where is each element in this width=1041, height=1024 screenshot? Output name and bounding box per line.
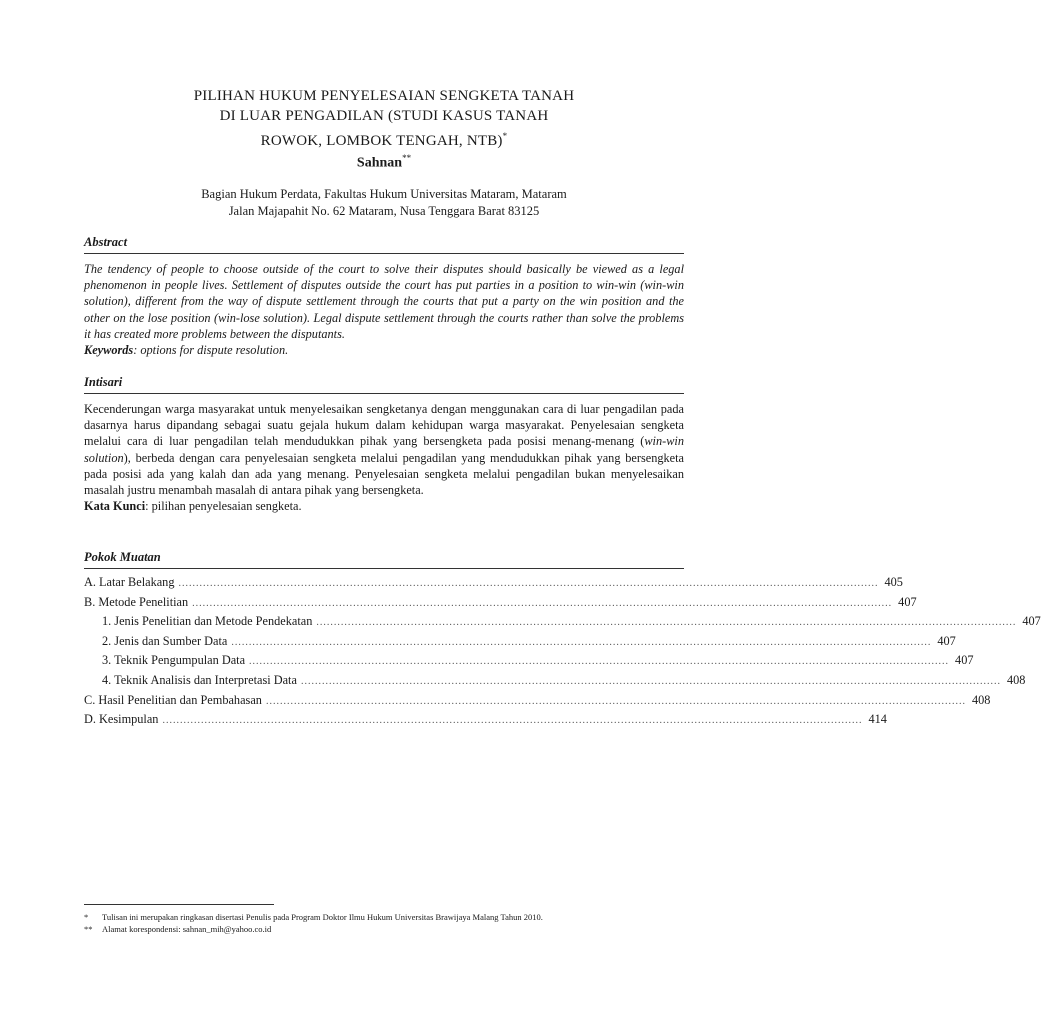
footnote-text: Tulisan ini merupakan ringkasan disertasi Penulis pada Program Doktor Ilmu Hukum Universitas Brawijaya Malang Tahun 2010. [102, 912, 543, 922]
intisari-keywords-text: : pilihan penyelesaian sengketa. [145, 499, 302, 514]
intisari-text-1: Kecenderungan warga masyarakat untuk menyelesaikan sengketanya dengan menggunakan cara di luar pengadilan pada dasarnya harus dipandang sebagai suatu gejala hukum dalam kehidupan warga masyarakat. Penyelesaian sengketa melalui cara di luar pengadilan telah mendudukkan pihak yang bersengketa pada posisi menang-menang ( [84, 402, 684, 449]
toc-entry-label: 4. Teknik Analisis dan Interpretasi Data [102, 672, 297, 687]
toc-entry-label: D. Kesimpulan [84, 712, 159, 727]
toc-entry-label: 1. Jenis Penelitian dan Metode Pendekatan [102, 614, 313, 629]
toc-entry [84, 672, 1026, 693]
footnote-rule [84, 904, 274, 905]
toc-leader-dots: ........................................................................................................................................................................................................ [178, 578, 879, 589]
toc-entry-page: 407 [955, 653, 974, 668]
intisari-heading: Intisari [84, 375, 684, 394]
footnote [84, 923, 684, 935]
toc-leader-dots: ........................................................................................................................................................................................................ [231, 636, 932, 648]
affiliation-line-2: Jalan Majapahit No. 62 Mataram, Nusa Tenggara Barat 83125 [228, 204, 540, 218]
toc-entry [84, 614, 1041, 634]
author [84, 153, 684, 172]
author-footnote-mark: ** [402, 153, 412, 163]
intisari-text-italic: win-win solution [84, 434, 684, 465]
toc-entry-label: A. Latar Belakang [84, 575, 175, 589]
toc-entry-page: 407 [1022, 614, 1041, 629]
abstract-text: The tendency of people to choose outside of the court to solve their disputes should basically be viewed as a legal phenomenon in people lives. Settlement of disputes outside the court has put parties in a position to win-win (win-win solution), different from the way of dispute settlement through the courts that put a party on the win position and the other on the lose position (win-lose solution). Legal dispute settlement through the courts rather than solve the problems it has created more problems between the disputants. [84, 262, 684, 341]
toc-entry-page: 407 [898, 594, 917, 609]
title-line-2: DI LUAR PENGADILAN (STUDI KASUS TANAH [219, 108, 549, 124]
title-line-1: PILIHAN HUKUM PENYELESAIAN SENGKETA TANAH [193, 88, 575, 104]
title-footnote-mark: * [502, 131, 508, 141]
footnote-mark: * [84, 912, 89, 922]
toc-entry [84, 712, 887, 732]
toc-entry-page: 408 [1006, 672, 1026, 687]
footnotes [84, 911, 684, 935]
abstract-heading: Abstract [84, 235, 684, 254]
table-of-contents [84, 575, 1041, 732]
footnote-text: Alamat korespondensi: sahnan_mih@yahoo.co.id [102, 924, 272, 934]
affiliation-line-1: Bagian Hukum Perdata, Fakultas Hukum Universitas Mataram, Mataram [201, 187, 567, 201]
toc-entry-label: 3. Teknik Pengumpulan Data [102, 653, 246, 668]
abstract-keywords-label: Keywords [84, 343, 134, 358]
toc-leader-dots: ........................................................................................................................................................................................................ [249, 656, 950, 668]
intisari-text-2: ), berbeda dengan cara penyelesaian sengketa melalui pengadilan yang mendudukkan pihak yang bersengketa pada posisi ada yang kalah dan ada yang menang. Penyelesaian sengketa melalui pengadilan bukan menyelesaikan masalah justru menambah masalah di antara pihak yang bersengketa. [84, 450, 684, 498]
toc-entry [84, 692, 991, 713]
paper-title [84, 86, 684, 151]
toc-entry-page: 414 [868, 712, 887, 727]
toc-entry [84, 633, 956, 654]
footnote [84, 911, 684, 923]
title-line-3 [84, 126, 684, 151]
toc-leader-dots: ........................................................................................................................................................................................................ [192, 597, 893, 609]
affiliation [84, 186, 684, 220]
intisari-keywords-label: Kata Kunci [84, 499, 146, 514]
toc-heading: Pokok Muatan [84, 550, 684, 569]
toc-entry [84, 594, 917, 615]
toc-entry-label: B. Metode Penelitian [84, 594, 189, 609]
toc-entry-page: 408 [971, 692, 991, 707]
toc-entry-page: 405 [884, 575, 903, 589]
title-line-3-text: ROWOK, LOMBOK TENGAH, NTB) [260, 133, 503, 149]
toc-leader-dots: ........................................................................................................................................................................................................ [162, 715, 863, 727]
author-name: Sahnan [356, 155, 403, 171]
toc-entry [84, 653, 974, 673]
abstract-keywords-text: : options for dispute resolution. [133, 343, 289, 358]
abstract-body [84, 261, 684, 358]
toc-entry-label: C. Hasil Penelitian dan Pembahasan [84, 692, 262, 707]
toc-entry-page: 407 [937, 633, 956, 648]
toc-leader-dots: ........................................................................................................................................................................................................ [316, 617, 1017, 629]
toc-leader-dots: ........................................................................................................................................................................................................ [300, 675, 1001, 687]
toc-entry-label: 2. Jenis dan Sumber Data [102, 633, 228, 648]
toc-leader-dots: ........................................................................................................................................................................................................ [265, 695, 966, 707]
intisari-body [84, 401, 684, 514]
footnote-mark: ** [84, 924, 93, 934]
toc-entry [84, 575, 903, 595]
